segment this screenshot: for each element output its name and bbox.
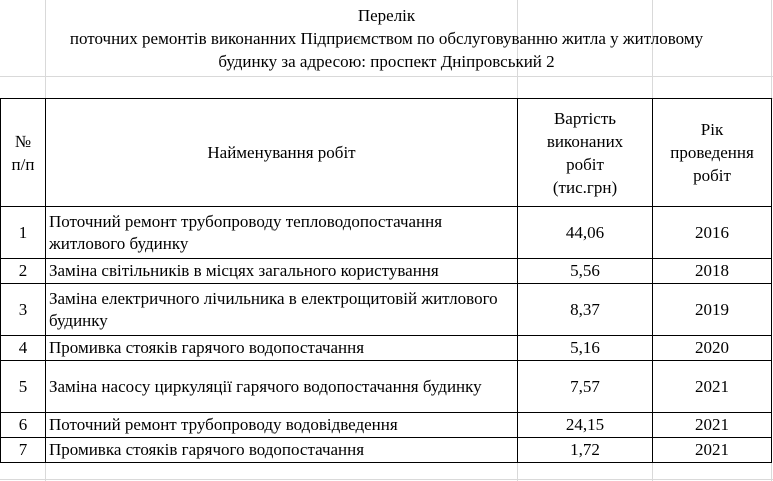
- table-row: [1, 413, 772, 438]
- title-line-1: Перелік: [357, 6, 416, 25]
- header-cost-line: виконаних: [546, 131, 624, 151]
- document-title: [0, 0, 773, 78]
- row-cost: 1,72: [518, 438, 653, 463]
- row-cost: 5,16: [518, 336, 653, 361]
- table-row: [1, 336, 772, 361]
- header-number-line: №: [14, 131, 32, 151]
- row-number: 1: [1, 207, 46, 259]
- row-number: 3: [1, 284, 46, 336]
- table-row: [1, 284, 772, 336]
- row-work-name: Поточний ремонт трубопроводу водовідведення: [46, 413, 518, 438]
- title-line-2: поточних ремонтів виконанних Підприємством по обслуговуванню житла у житловому: [69, 29, 704, 48]
- row-work-name: Поточний ремонт трубопроводу тепловодопостачання житлового будинку: [46, 207, 518, 259]
- row-number: 2: [1, 259, 46, 284]
- table-row: [1, 438, 772, 463]
- row-cost: 7,57: [518, 361, 653, 413]
- row-work-name: Промивка стояків гарячого водопостачання: [46, 336, 518, 361]
- row-number: 7: [1, 438, 46, 463]
- table-row: [1, 259, 772, 284]
- row-work-name: Промивка стояків гарячого водопостачання: [46, 438, 518, 463]
- table-row: [1, 361, 772, 413]
- header-year: [653, 99, 772, 207]
- row-cost: 8,37: [518, 284, 653, 336]
- header-year-line: робіт: [693, 166, 731, 185]
- header-cost-line: Вартість: [553, 108, 617, 128]
- row-year: 2021: [653, 413, 772, 438]
- header-year-line: проведення: [670, 143, 754, 162]
- row-work-name: Заміна світільників в місцях загального користування: [46, 259, 518, 284]
- header-cost: [518, 99, 653, 207]
- header-cost-line: робіт: [566, 154, 604, 174]
- row-number: 4: [1, 336, 46, 361]
- row-work-name: Заміна насосу циркуляції гарячого водопостачання будинку: [46, 361, 518, 413]
- header-cost-line: (тис.грн): [552, 177, 618, 197]
- row-year: 2021: [653, 361, 772, 413]
- row-number: 6: [1, 413, 46, 438]
- row-year: 2016: [653, 207, 772, 259]
- table-row: [1, 207, 772, 259]
- title-line-3: будинку за адресою: проспект Дніпровський 2: [218, 52, 555, 71]
- header-number-line: п/п: [11, 154, 35, 174]
- header-number: [1, 99, 46, 207]
- row-year: 2020: [653, 336, 772, 361]
- row-cost: 24,15: [518, 413, 653, 438]
- repairs-table: [0, 98, 772, 463]
- header-year-line: Рік: [700, 120, 724, 139]
- header-name: Найменування робіт: [46, 99, 518, 207]
- row-year: 2018: [653, 259, 772, 284]
- row-number: 5: [1, 361, 46, 413]
- row-year: 2019: [653, 284, 772, 336]
- table-header-row: [1, 99, 772, 207]
- row-year: 2021: [653, 438, 772, 463]
- gridline: [0, 479, 773, 480]
- row-cost: 44,06: [518, 207, 653, 259]
- row-work-name: Заміна електричного лічильника в електрощитовій житлового будинку: [46, 284, 518, 336]
- row-cost: 5,56: [518, 259, 653, 284]
